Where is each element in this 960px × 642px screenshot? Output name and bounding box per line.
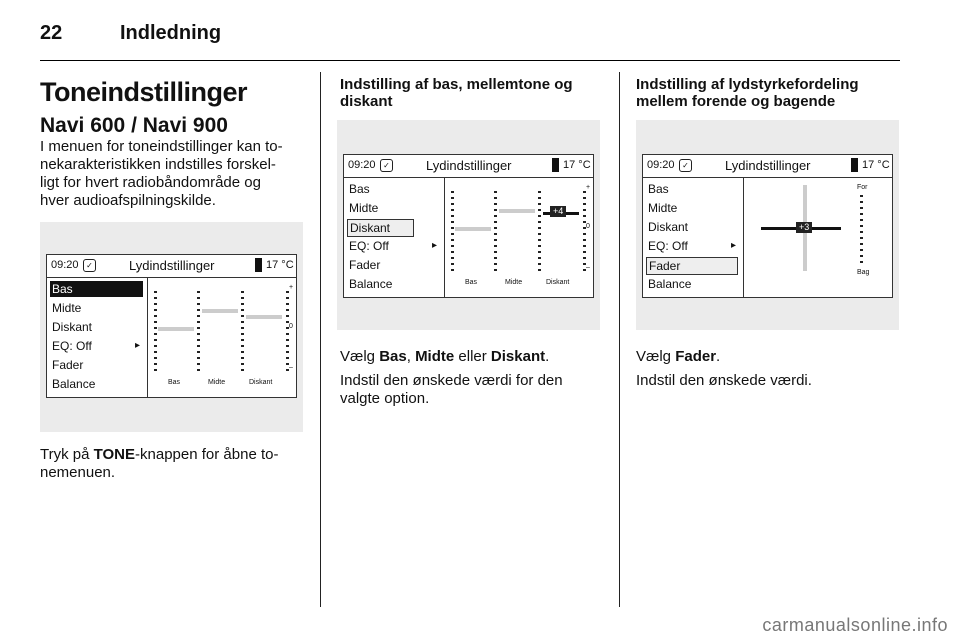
fader-scale bbox=[860, 195, 863, 265]
settings-menu bbox=[643, 178, 744, 297]
instruction-line: Indstil den ønskede værdi for den bbox=[340, 372, 563, 389]
intro-line: ligt for hvert radiobåndområde og bbox=[40, 174, 261, 191]
menu-item-fader[interactable]: Fader bbox=[646, 257, 738, 275]
eq-scale bbox=[583, 191, 586, 273]
intro-line: nekarakteristikken indstilles forskel- bbox=[40, 156, 276, 173]
clock-time: 09:20 bbox=[51, 259, 79, 271]
settings-menu bbox=[47, 278, 148, 397]
menu-item-diskant[interactable]: Diskant bbox=[347, 219, 414, 237]
connection-icon: ✓ bbox=[679, 159, 692, 172]
instruction-line: nemenuen. bbox=[40, 464, 116, 481]
fader-rear-label: Bag bbox=[857, 269, 870, 276]
treble-level bbox=[246, 315, 282, 319]
column-3-bottom bbox=[636, 348, 906, 390]
instruction-line: valgte option. bbox=[340, 390, 430, 407]
scale-minus-label: – bbox=[289, 364, 293, 371]
mid-level bbox=[202, 309, 238, 313]
scale-minus-label: – bbox=[586, 264, 590, 271]
temperature-icon bbox=[851, 158, 858, 172]
bass-level bbox=[158, 327, 194, 331]
fader-value-badge: +3 bbox=[796, 222, 812, 233]
chapter-title: Indledning bbox=[120, 22, 222, 44]
chevron-right-icon: ▸ bbox=[731, 240, 737, 251]
menu-item-diskant[interactable]: Diskant bbox=[52, 320, 93, 334]
page-header bbox=[40, 18, 900, 58]
eq-label-bas: Bas bbox=[465, 279, 478, 286]
clock-time: 09:20 bbox=[647, 159, 675, 171]
scale-zero-label: 0 bbox=[586, 223, 590, 230]
subsection-heading: Indstilling af bas, mellemtone og bbox=[340, 76, 573, 93]
menu-item-eq[interactable]: EQ: Off bbox=[52, 339, 92, 353]
menu-item-bas[interactable]: Bas bbox=[50, 281, 143, 297]
treble-value-badge: +4 bbox=[550, 206, 566, 217]
temperature: 17 °C bbox=[862, 159, 890, 171]
watermark: carmanualsonline.info bbox=[762, 615, 948, 635]
screen-title: Lydindstillinger bbox=[426, 158, 512, 173]
subsection-heading: Indstilling af lydstyrkefordeling bbox=[636, 76, 859, 93]
screen-title: Lydindstillinger bbox=[725, 158, 811, 173]
menu-item-diskant[interactable]: Diskant bbox=[648, 220, 689, 234]
eq-scale bbox=[451, 191, 454, 273]
display-screen bbox=[46, 254, 297, 398]
subsection-heading: diskant bbox=[340, 93, 393, 110]
column-3 bbox=[636, 76, 906, 110]
instruction-line: Indstil den ønskede værdi. bbox=[636, 372, 812, 389]
screenshot-treble-menu bbox=[337, 120, 600, 330]
eq-scale bbox=[286, 291, 289, 373]
eq-scale bbox=[538, 191, 541, 273]
temperature-icon bbox=[552, 158, 559, 172]
display-screen bbox=[642, 154, 893, 298]
menu-item-balance[interactable]: Balance bbox=[349, 277, 393, 291]
fader-front-label: For bbox=[857, 184, 868, 191]
screenshot-bass-menu bbox=[40, 222, 303, 432]
intro-line: I menuen for toneindstillinger kan to- bbox=[40, 138, 283, 155]
instruction-line: Vælg Fader. bbox=[636, 348, 721, 365]
subsection-heading: mellem forende og bagende bbox=[636, 93, 836, 110]
eq-label-midte: Midte bbox=[505, 279, 523, 286]
mid-level bbox=[499, 209, 535, 213]
status-bar bbox=[344, 155, 593, 178]
option-name: Diskant bbox=[490, 348, 546, 365]
status-bar bbox=[47, 255, 296, 278]
chevron-right-icon: ▸ bbox=[432, 240, 438, 251]
header-rule bbox=[40, 60, 900, 61]
column-1 bbox=[40, 76, 310, 210]
scale-plus-label: + bbox=[289, 284, 294, 291]
eq-scale bbox=[197, 291, 200, 373]
screen-title: Lydindstillinger bbox=[129, 258, 215, 273]
scale-plus-label: + bbox=[586, 184, 591, 191]
column-1-bottom bbox=[40, 446, 310, 482]
option-name: Midte bbox=[415, 348, 455, 365]
status-bar bbox=[643, 155, 892, 178]
temperature: 17 °C bbox=[563, 159, 591, 171]
key-name: TONE bbox=[93, 446, 136, 463]
page-number: 22 bbox=[40, 22, 63, 44]
option-name: Fader bbox=[675, 348, 717, 365]
instruction-line: Vælg Bas, Midte eller Diskant. bbox=[340, 348, 550, 365]
clock-time: 09:20 bbox=[348, 159, 376, 171]
bass-level bbox=[455, 227, 491, 231]
temperature-icon bbox=[255, 258, 262, 272]
menu-item-bas[interactable]: Bas bbox=[648, 182, 669, 196]
instruction-line: Tryk på TONE-knappen for åbne to- bbox=[40, 446, 279, 463]
menu-item-balance[interactable]: Balance bbox=[52, 377, 96, 391]
eq-label-bas: Bas bbox=[168, 379, 181, 386]
section-subtitle: Navi 600 / Navi 900 bbox=[40, 114, 228, 137]
eq-label-midte: Midte bbox=[208, 379, 226, 386]
menu-item-bas[interactable]: Bas bbox=[349, 182, 370, 196]
menu-item-midte[interactable]: Midte bbox=[648, 201, 678, 215]
column-divider bbox=[619, 72, 620, 607]
eq-label-diskant: Diskant bbox=[546, 279, 570, 286]
column-2-bottom bbox=[340, 348, 610, 408]
section-title: Toneindstillinger bbox=[40, 77, 247, 107]
menu-item-midte[interactable]: Midte bbox=[349, 201, 379, 215]
eq-scale bbox=[241, 291, 244, 373]
option-name: Bas bbox=[379, 348, 407, 365]
temperature: 17 °C bbox=[266, 259, 294, 271]
menu-item-eq[interactable]: EQ: Off bbox=[648, 239, 688, 253]
menu-item-fader[interactable]: Fader bbox=[52, 358, 84, 372]
menu-item-fader[interactable]: Fader bbox=[349, 258, 381, 272]
connection-icon: ✓ bbox=[380, 159, 393, 172]
menu-item-midte[interactable]: Midte bbox=[52, 301, 82, 315]
eq-label-diskant: Diskant bbox=[249, 379, 273, 386]
screenshot-fader-menu bbox=[636, 120, 899, 330]
menu-item-balance[interactable]: Balance bbox=[648, 277, 692, 291]
scale-zero-label: 0 bbox=[289, 323, 293, 330]
display-screen bbox=[343, 154, 594, 298]
intro-line: hver audioafspilningskilde. bbox=[40, 192, 216, 209]
settings-menu bbox=[344, 178, 445, 297]
chevron-right-icon: ▸ bbox=[135, 340, 141, 351]
column-divider bbox=[320, 72, 321, 607]
column-2 bbox=[340, 76, 610, 110]
eq-scale bbox=[154, 291, 157, 373]
connection-icon: ✓ bbox=[83, 259, 96, 272]
menu-item-eq[interactable]: EQ: Off bbox=[349, 239, 389, 253]
eq-scale bbox=[494, 191, 497, 273]
